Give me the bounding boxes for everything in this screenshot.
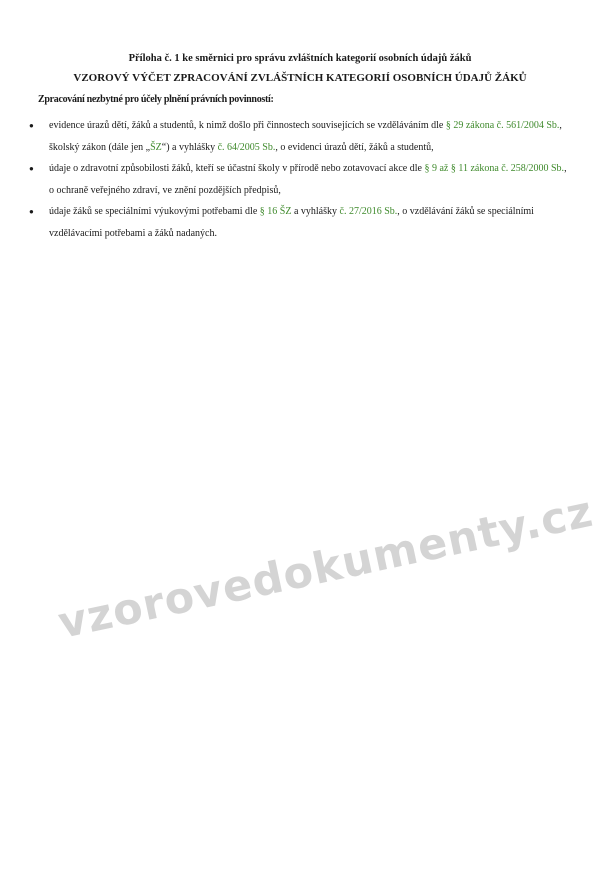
document-title-main: VZOROVÝ VÝČET ZPRACOVÁNÍ ZVLÁŠTNÍCH KATEGORIÍ OSOBNÍCH ÚDAJŮ ŽÁKŮ [73,72,527,84]
watermark-text: vzorovedokumenty.cz [54,486,598,649]
item-text: , o ochraně veřejného zdraví, ve znění pozdějších předpisů, [49,163,567,196]
law-abbreviation-link[interactable]: ŠZ [150,141,162,153]
list-item [29,158,569,201]
section-heading: Zpracování nezbytné pro účely plnění právních povinností: [38,94,274,105]
decree-reference-link[interactable]: č. 27/2016 Sb. [339,206,398,217]
obligations-list [29,115,569,244]
law-reference-link[interactable]: § 29 zákona č. 561/2004 Sb. [445,120,560,131]
law-reference-link[interactable]: § 9 až § 11 zákona č. 258/2000 Sb. [424,163,565,174]
item-text: , o evidenci úrazů dětí, žáků a studentů, [275,141,434,153]
item-text: , o vzdělávání žáků se speciálními vzdělávacími potřebami a žáků nadaných. [49,206,534,239]
item-text: evidence úrazů dětí, žáků a studentů, k nimž došlo při činnostech souvisejících se vzděláváním dle [49,120,446,131]
item-text: a vyhlášky [291,206,340,217]
item-text: , školský zákon (dále jen „ [49,120,562,153]
bullet-icon: ● [29,207,34,216]
list-item [29,201,569,244]
decree-reference-link[interactable]: č. 64/2005 Sb. [217,141,276,153]
item-text: údaje o zdravotní způsobilosti žáků, kteří se účastní školy v přírodě nebo zotavovací akce dle [49,163,425,174]
bullet-icon: ● [29,164,34,173]
item-text: “) a vyhlášky [161,141,218,153]
item-text: údaje žáků se speciálními výukovými potřebami dle [49,206,260,217]
law-reference-link[interactable]: § 16 ŠZ [259,206,292,217]
document-title-annex: Příloha č. 1 ke směrnici pro správu zvláštních kategorií osobních údajů žáků [128,53,472,64]
bullet-icon: ● [29,121,34,130]
list-item [29,115,569,158]
